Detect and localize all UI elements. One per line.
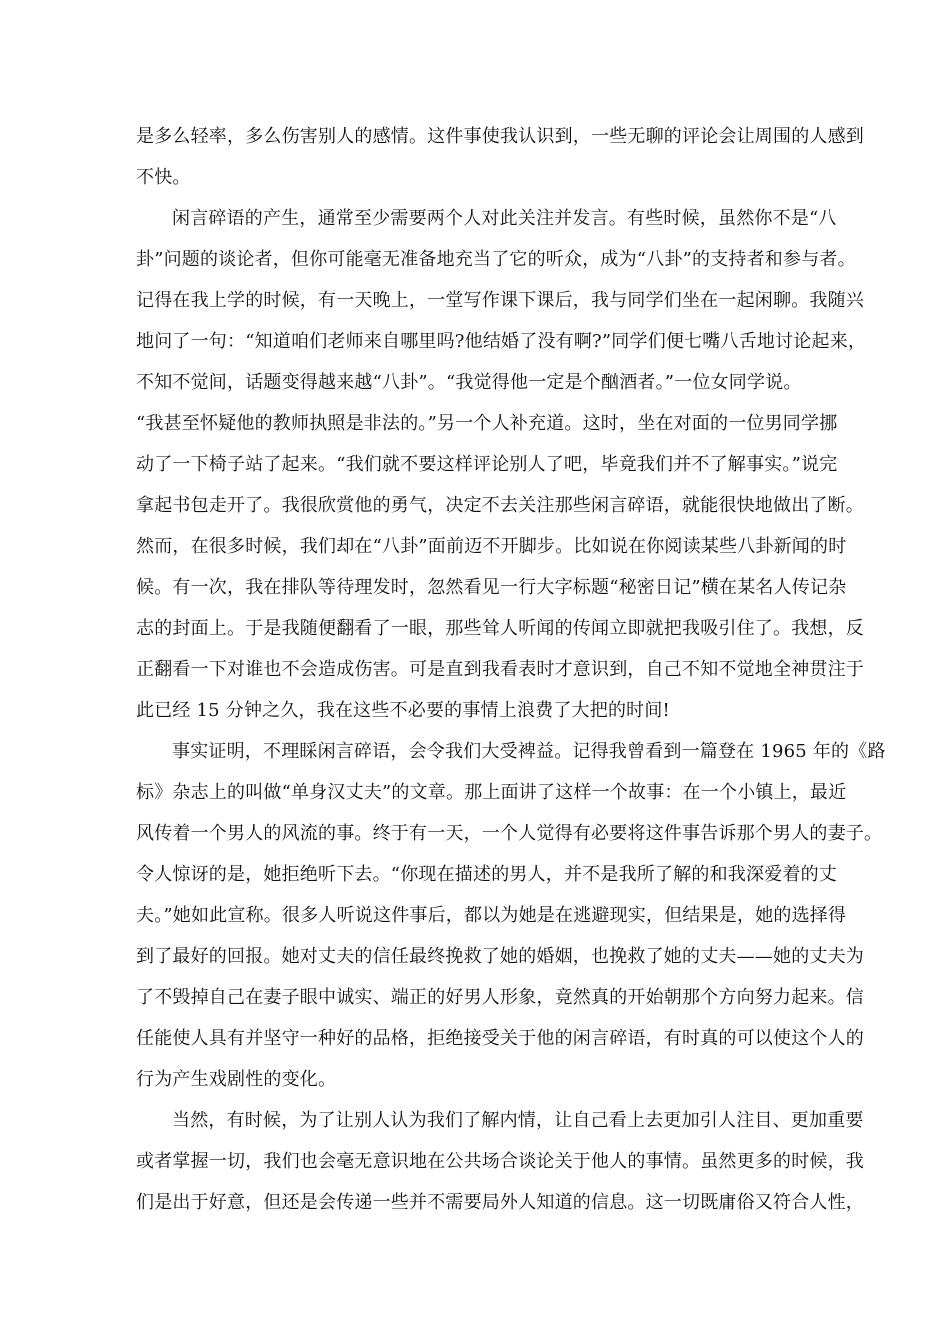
text-line: “我甚至怀疑他的教师执照是非法的。”另一个人补充道。这时，坐在对面的一位男同学挪 (136, 413, 838, 434)
text-line: 是多么轻率，多么伤害别人的感情。这件事使我认识到，一些无聊的评论会让周围的人感到 (136, 126, 864, 147)
text-line: 们是出于好意，但还是会传递一些并不需要局外人知道的信息。这一切既庸俗又符合人性， (136, 1192, 864, 1213)
text-line: 夫。”她如此宣称。很多人听说这件事后，都以为她是在逃避现实，但结果是，她的选择得 (136, 905, 847, 926)
text-line: 志的封面上。于是我随便翻看了一眼，那些耸人听闻的传闻立即就把我吸引住了。我想，反 (136, 618, 864, 639)
paragraph-start-line: 闲言碎语的产生，通常至少需要两个人对此关注并发言。有些时候，虽然你不是“八 (172, 208, 837, 229)
text-line: 正翻看一下对谁也不会造成伤害。可是直到我看表时才意识到，自己不知不觉地全神贯注于 (136, 659, 864, 680)
text-line: 风传着一个男人的风流的事。终于有一天，一个人觉得有必要将这件事告诉那个男人的妻子。 (136, 823, 883, 844)
text-line: 拿起书包走开了。我很欣赏他的勇气，决定不去关注那些闲言碎语，就能很快地做出了断。 (136, 495, 864, 516)
text-line: 地问了一句：“知道咱们老师来自哪里吗?他结婚了没有啊?”同学们便七嘴八舌地讨论起来， (136, 331, 867, 352)
text-line: 标》杂志上的叫做“单身汉丈夫”的文章。那上面讲了这样一个故事：在一个小镇上，最近 (136, 782, 847, 803)
text-line: 卦”问题的谈论者，但你可能毫无准备地充当了它的听众，成为“八卦”的支持者和参与者。 (136, 249, 856, 270)
text-line: 了不毁掉自己在妻子眼中诚实、端正的好男人形象，竟然真的开始朝那个方向努力起来。信 (136, 987, 864, 1008)
text-line: 任能使人具有并坚守一种好的品格，拒绝接受关于他的闲言碎语，有时真的可以使这个人的 (136, 1028, 864, 1049)
paragraph-start-line: 当然，有时候，为了让别人认为我们了解内情，让自己看上去更加引人注目、更加重要 (172, 1110, 864, 1131)
text-line: 或者掌握一切，我们也会毫无意识地在公共场合谈论关于他人的事情。虽然更多的时候，我 (136, 1151, 864, 1172)
text-line: 到了最好的回报。她对丈夫的信任最终挽救了她的婚姻，也挽救了她的丈夫——她的丈夫为 (136, 946, 864, 967)
text-line: 行为产生戏剧性的变化。 (136, 1069, 337, 1090)
text-line: 动了一下椅子站了起来。“我们就不要这样评论别人了吧，毕竟我们并不了解事实。”说完 (136, 454, 838, 475)
text-line: 不知不觉间，话题变得越来越“八卦”。“我觉得他一定是个酗酒者。”一位女同学说。 (136, 372, 802, 393)
text-line: 记得在我上学的时候，有一天晚上，一堂写作课下课后，我与同学们坐在一起闲聊。我随兴 (136, 290, 864, 311)
paragraph-start-line: 事实证明，不理睬闲言碎语，会令我们大受裨益。记得我曾看到一篇登在 1965 年的《路 (172, 741, 886, 762)
text-line: 然而，在很多时候，我们却在“八卦”面前迈不开脚步。比如说在你阅读某些八卦新闻的时 (136, 536, 847, 557)
text-line: 不快。 (136, 167, 191, 188)
text-line: 令人惊讶的是，她拒绝听下去。“你现在描述的男人，并不是我所了解的和我深爱着的丈 (136, 864, 837, 885)
text-line: 此已经 15 分钟之久，我在这些不必要的事情上浪费了大把的时间! (136, 700, 670, 721)
text-line: 候。有一次，我在排队等待理发时，忽然看见一行大字标题“秘密日记”横在某名人传记杂 (136, 577, 847, 598)
